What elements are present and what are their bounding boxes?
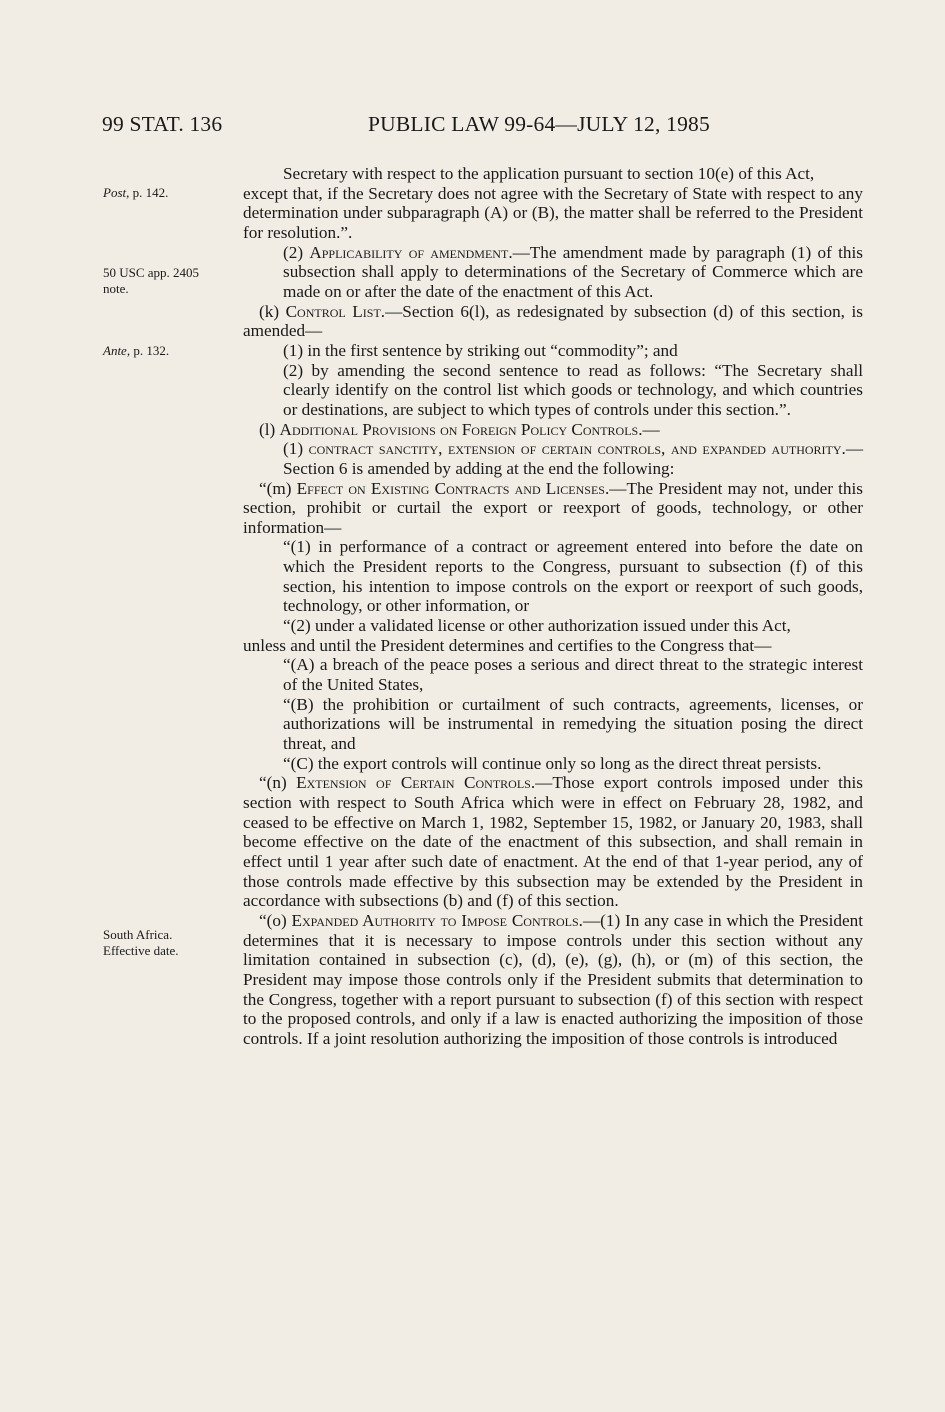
statute-page-number: 99 STAT. 136 — [102, 112, 223, 136]
margin-note-post-italic: Post, — [103, 185, 130, 200]
heading-effect-existing-contracts: Effect on Existing Contracts and Licenses — [296, 478, 605, 498]
heading-additional-provisions: Additional Provisions on Foreign Policy Controls — [279, 419, 639, 439]
margin-note-post — [103, 185, 233, 201]
paragraph-m-1: “(1) in performance of a contract or agreement entered into before the date on which the President reports to the Congress, pursuant to subsection (f) of this section, his intention to impose controls on the export or reexport of such goods, technology, or other information, or — [283, 537, 863, 616]
num-o: “(o) — [259, 910, 292, 930]
paragraph-m-B: “(B) the prohibition or curtailment of such contracts, agreements, licenses, or authorizations will be instrumental in remedying the situation posing the direct threat, and — [283, 694, 863, 754]
margin-note-south-africa — [103, 927, 233, 959]
paragraph-applicability — [243, 243, 863, 302]
num-1: (1) — [283, 439, 309, 459]
paragraph-m-A: “(A) a breach of the peace poses a serious and direct threat to the strategic interest of the United States, — [283, 655, 863, 695]
paragraph-contract-sanctity — [243, 439, 863, 478]
paragraph-item-2: (2) by amending the second sentence to read as follows: “The Secretary shall clearly identify on the control list which goods or technology, and which countries or destinations, are subject to which types of controls under this section.”. — [283, 360, 863, 419]
text-effect-existing-contracts: .—The President may not, under this section, prohibit or curtail the export or reexport of goods, technology, or other information— — [243, 478, 863, 537]
text-expanded-authority: .—(1) In any case in which the President determines that it is necessary to impose controls under this section without any limitation contained in subsection (c), (d), (e), (g), (h), or (m) of this section, the President may impose those controls only if the President submits that determination to the Congress, together with a report pursuant to subsection (f) of this section with respect to the proposed controls, and only if a law is enacted authorizing the imposition of those controls. If a joint resolution authorizing the imposition of those controls is introduced — [243, 910, 863, 1048]
num-l: (l) — [259, 419, 280, 439]
margin-note-usc — [103, 265, 233, 297]
num-2: (2) — [283, 242, 310, 262]
paragraph-control-list — [243, 302, 863, 341]
paragraph-m-2: “(2) under a validated license or other authorization issued under this Act, — [283, 616, 791, 636]
text-additional-provisions: .— — [638, 419, 660, 439]
running-head-law: PUBLIC LAW 99-64—JULY 12, 1985 — [368, 112, 710, 136]
margin-note-south-africa-line2: Effective date. — [103, 943, 179, 958]
margin-note-south-africa-line1: South Africa. — [103, 927, 173, 942]
paragraph-m-C: “(C) the export controls will continue only so long as the direct threat persists. — [283, 753, 822, 773]
paragraph-except-clause: except that, if the Secretary does not agree with the Secretary of State with respect to any determination under subparagraph (A) or (B), the matter shall be referred to the President for resolution.”. — [243, 183, 863, 242]
heading-applicability: Applicability of amendment — [309, 242, 509, 262]
num-m: “(m) — [259, 478, 297, 498]
margin-note-ante-italic: Ante, — [103, 343, 131, 358]
paragraph-effect-existing-contracts — [243, 479, 863, 538]
heading-contract-sanctity: contract sanctity, extension of certain controls, and expanded authority — [308, 439, 842, 459]
text-extension-controls: .—Those export controls imposed under this section with respect to South Africa which were in effect on February 28, 1982, and ceased to be effective on March 1, 1982, September 15, 1982, or January 20, 1983, shall become effective on the date of the enactment of this subsection, and shall remain in effect until 1 year after such date of enactment. At the end of that 1-year period, any of those controls made effective by this subsection may be extended by the President in accordance with subsections (b) and (f) of this section. — [243, 773, 863, 911]
heading-control-list: Control List — [285, 301, 381, 321]
margin-note-usc-line1: 50 USC app. 2405 — [103, 265, 200, 280]
heading-extension-controls: Extension of Certain Controls — [296, 773, 531, 793]
text-applicability: .—The amendment made by paragraph (1) of this subsection shall apply to determinations of the Secretary of Commerce which are made on or after the date of the enactment of this Act. — [283, 242, 863, 301]
paragraph-item-1: (1) in the first sentence by striking out “commodity”; and — [283, 340, 678, 360]
heading-expanded-authority: Expanded Authority to Impose Controls — [291, 910, 579, 930]
text-contract-sanctity: .—Section 6 is amended by adding at the end the following: — [283, 439, 864, 478]
paragraph-additional-provisions — [243, 420, 863, 440]
num-n: “(n) — [259, 773, 297, 793]
margin-note-ante — [103, 343, 233, 359]
margin-note-ante-page: p. 132. — [130, 343, 170, 358]
margin-note-post-page: p. 142. — [129, 185, 169, 200]
paragraph-continuation: Secretary with respect to the application pursuant to section 10(e) of this Act, — [283, 164, 815, 183]
text-control-list: .—Section 6(l), as redesignated by subsection (d) of this section, is amended— — [243, 301, 863, 341]
margin-note-usc-line2: note. — [103, 281, 129, 296]
paragraph-unless-until: unless and until the President determines and certifies to the Congress that— — [243, 635, 772, 655]
paragraph-extension-controls — [243, 773, 863, 911]
paragraph-expanded-authority — [243, 911, 863, 1049]
body-text — [243, 164, 863, 1049]
num-k: (k) — [259, 301, 286, 321]
